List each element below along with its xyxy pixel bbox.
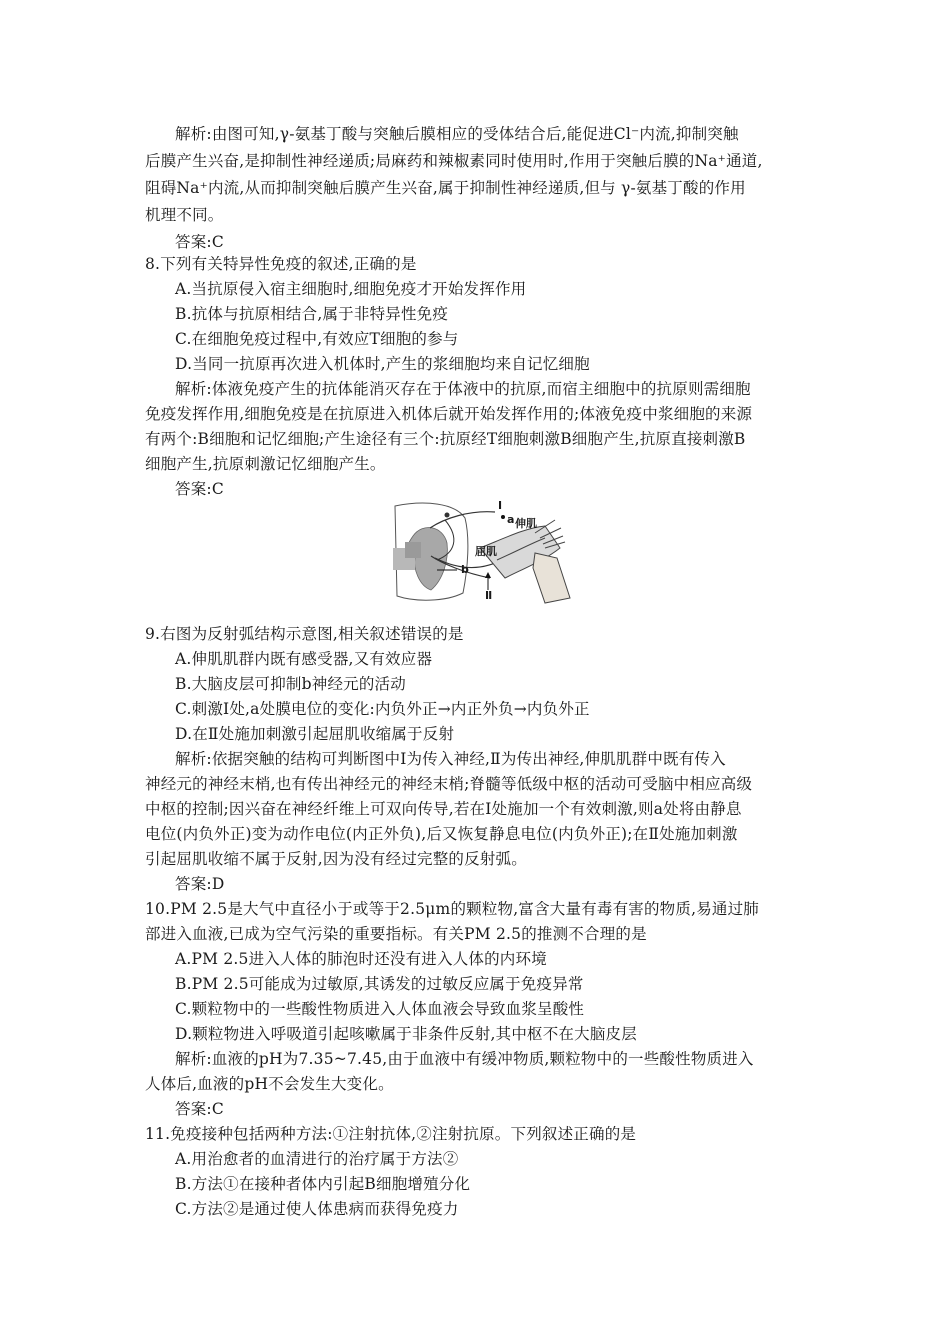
label-II: Ⅱ: [485, 589, 493, 602]
text-line: 中枢的控制;因兴奋在神经纤维上可双向传导,若在Ⅰ处施加一个有效刺激,则a处将由静息: [145, 800, 742, 818]
text-line: 电位(内负外正)变为动作电位(内正外负),后又恢复静息电位(内负外正);在Ⅱ处施加刺激: [145, 825, 738, 843]
text-line: A.PM 2.5进入人体的肺泡时还没有进入人体的内环境: [175, 950, 547, 968]
text-line: 引起屈肌收缩不属于反射,因为没有经过完整的反射弧。: [145, 850, 527, 868]
text-line: D.颗粒物进入呼吸道引起咳嗽属于非条件反射,其中枢不在大脑皮层: [175, 1025, 637, 1043]
text-line: 答案:C: [175, 233, 224, 251]
text-line: 9.右图为反射弧结构示意图,相关叙述错误的是: [145, 625, 464, 643]
text-line: A.当抗原侵入宿主细胞时,细胞免疫才开始发挥作用: [175, 280, 527, 298]
text-line: B.抗体与抗原相结合,属于非特异性免疫: [175, 305, 449, 323]
text-line: 神经元的神经末梢,也有传出神经元的神经末梢;脊髓等低级中枢的活动可受脑中相应高级: [145, 775, 753, 793]
text-line: 后膜产生兴奋,是抑制性神经递质;局麻药和辣椒素同时使用时,作用于突触后膜的Na⁺通道,: [145, 152, 763, 170]
text-line: D.当同一抗原再次进入机体时,产生的浆细胞均来自记忆细胞: [175, 355, 590, 373]
text-line: 人体后,血液的pH不会发生大变化。: [145, 1075, 394, 1093]
label-b: b: [461, 563, 469, 576]
text-line: 阻碍Na⁺内流,从而抑制突触后膜产生兴奋,属于抑制性神经递质,但与 γ-氨基丁酸的作用: [145, 179, 746, 197]
text-line: C.颗粒物中的一些酸性物质进入人体血液会导致血浆呈酸性: [175, 1000, 585, 1018]
text-line: 免疫发挥作用,细胞免疫是在抗原进入机体后就开始发挥作用的;体液免疫中浆细胞的来源: [145, 405, 753, 423]
label-flexor: 屈肌: [475, 545, 497, 558]
text-line: 部进入血液,已成为空气污染的重要指标。有关PM 2.5的推测不合理的是: [145, 925, 647, 943]
text-line: 11.免疫接种包括两种方法:①注射抗体,②注射抗原。下列叙述正确的是: [145, 1125, 637, 1143]
text-line: C.刺激Ⅰ处,a处膜电位的变化:内负外正→内正外负→内负外正: [175, 700, 590, 718]
label-extensor: 伸肌: [515, 517, 537, 530]
text-line: 解析:血液的pH为7.35~7.45,由于血液中有缓冲物质,颗粒物中的一些酸性物质进入: [175, 1050, 754, 1068]
text-line: B.PM 2.5可能成为过敏原,其诱发的过敏反应属于免疫异常: [175, 975, 584, 993]
label-a: a: [507, 513, 515, 526]
text-line: 答案:D: [175, 875, 225, 893]
text-line: 8.下列有关特异性免疫的叙述,正确的是: [145, 255, 417, 273]
label-I: Ⅰ: [498, 499, 503, 512]
text-line: B.方法①在接种者体内引起B细胞增殖分化: [175, 1175, 471, 1193]
reflex-arc-diagram: [385, 498, 575, 608]
text-line: 解析:由图可知,γ-氨基丁酸与突触后膜相应的受体结合后,能促进Cl⁻内流,抑制突触: [175, 125, 739, 143]
text-line: C.方法②是通过使人体患病而获得免疫力: [175, 1200, 459, 1218]
text-line: 解析:体液免疫产生的抗体能消灭存在于体液中的抗原,而宿主细胞中的抗原则需细胞: [175, 380, 751, 398]
text-line: B.大脑皮层可抑制b神经元的活动: [175, 675, 406, 693]
text-line: A.用治愈者的血清进行的治疗属于方法②: [175, 1150, 459, 1168]
text-line: 细胞产生,抗原刺激记忆细胞产生。: [145, 455, 386, 473]
text-line: 有两个:B细胞和记忆细胞;产生途径有三个:抗原经T细胞刺激B细胞产生,抗原直接刺激B: [145, 430, 746, 448]
text-line: 答案:C: [175, 480, 224, 498]
text-line: 解析:依据突触的结构可判断图中Ⅰ为传入神经,Ⅱ为传出神经,伸肌肌群中既有传入: [175, 750, 726, 768]
text-line: A.伸肌肌群内既有感受器,又有效应器: [175, 650, 433, 668]
text-line: C.在细胞免疫过程中,有效应T细胞的参与: [175, 330, 459, 348]
text-line: 机理不同。: [145, 206, 224, 224]
text-line: D.在Ⅱ处施加刺激引起屈肌收缩属于反射: [175, 725, 455, 743]
text-line: 10.PM 2.5是大气中直径小于或等于2.5μm的颗粒物,富含大量有毒有害的物质,易通过肺: [145, 900, 760, 918]
text-line: 答案:C: [175, 1100, 224, 1118]
